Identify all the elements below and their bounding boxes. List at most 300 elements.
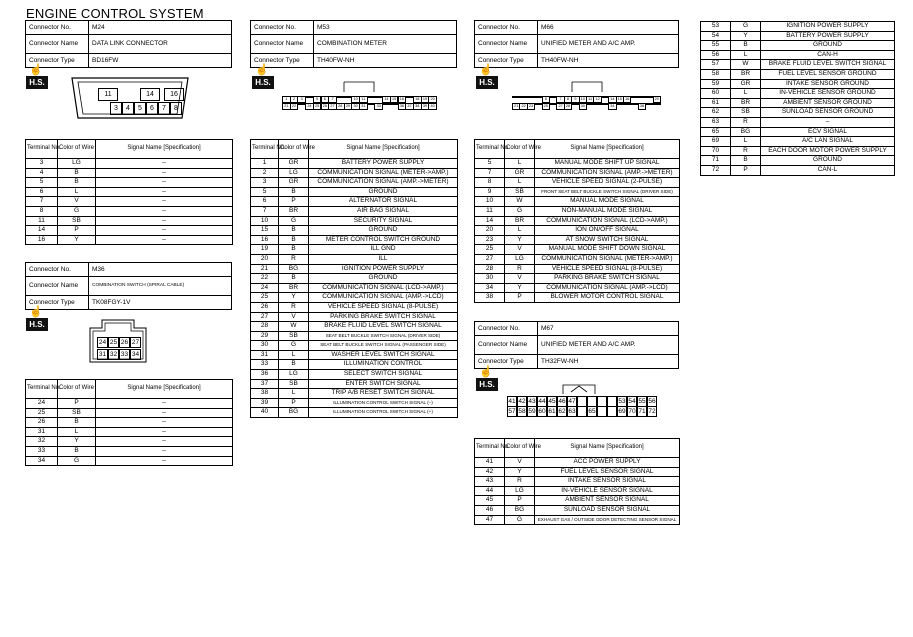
wire-color-cell: P	[505, 293, 535, 303]
wire-color-cell: SB	[58, 216, 96, 226]
wire-color-cell: L	[731, 89, 761, 99]
table-row	[26, 456, 233, 466]
connector-pin: 59	[528, 408, 536, 415]
signal-name-cell: SECURITY SIGNAL	[309, 216, 458, 226]
terminal-no-cell: 30	[475, 274, 505, 284]
header-terminal-no: Terminal No.	[251, 140, 279, 159]
terminal-no-cell: 57	[701, 60, 731, 70]
wire-color-cell: Y	[505, 283, 535, 293]
label-connector-no: Connector No.	[475, 21, 538, 35]
table-row	[475, 254, 680, 264]
wire-color-cell: LG	[505, 486, 535, 496]
signal-name-cell: IN-VEHICLE SENSOR SIGNAL	[535, 486, 680, 496]
terminal-no-cell: 41	[475, 458, 505, 468]
connector-no: M67	[538, 322, 679, 336]
connector-pin: 56	[648, 398, 656, 405]
terminal-no-cell: 32	[26, 437, 58, 447]
connector-pin: 47	[568, 398, 576, 405]
connector-pin: 65	[588, 408, 596, 415]
connector-name: COMBINATION SWITCH (SPIRAL CABLE)	[89, 277, 232, 296]
connector-pin: 8	[170, 102, 182, 115]
wire-color-cell: R	[505, 264, 535, 274]
signal-name-cell: AT SNOW SWITCH SIGNAL	[535, 235, 680, 245]
signal-name-cell: INTAKE SENSOR GROUND	[761, 79, 895, 89]
terminal-table-m53	[250, 139, 458, 418]
wire-color-cell: BG	[731, 127, 761, 137]
signal-name-cell: EXHAUST GAS / OUTSIDE ODOR DETECTING SENSOR SIGNAL	[535, 515, 680, 525]
signal-name-cell: SUNLOAD SENSOR SIGNAL	[535, 505, 680, 515]
signal-name-cell: GROUND	[761, 41, 895, 51]
terminal-no-cell: 16	[251, 235, 279, 245]
terminal-no-cell: 63	[701, 117, 731, 127]
signal-name-cell: IGNITION POWER SUPPLY	[761, 22, 895, 32]
signal-name-cell: –	[96, 456, 233, 466]
connector-pin: 6	[146, 102, 158, 115]
signal-name-cell: –	[96, 178, 233, 188]
label-connector-name: Connector Name	[26, 277, 89, 296]
signal-name-cell: ILLUMINATION CONTROL SWITCH SIGNAL (+)	[309, 408, 458, 418]
table-row	[475, 206, 680, 216]
table-row	[251, 216, 458, 226]
terminal-no-cell: 70	[701, 146, 731, 156]
connector-pin: 12	[593, 96, 601, 103]
connector-type: TH40FW-NH	[538, 54, 679, 68]
signal-name-cell: GROUND	[309, 226, 458, 236]
terminal-no-cell: 62	[701, 108, 731, 118]
table-row	[251, 293, 458, 303]
table-row	[475, 274, 680, 284]
signal-name-cell: NON-MANUAL MODE SIGNAL	[535, 206, 680, 216]
connector-pin: 54	[628, 398, 636, 405]
wire-color-cell: L	[505, 159, 535, 169]
signal-name-cell: BATTERY POWER SUPPLY	[309, 159, 458, 169]
connector-pin: 71	[638, 408, 646, 415]
wire-color-cell: SB	[731, 108, 761, 118]
connector-info-m36	[25, 262, 232, 310]
terminal-no-cell: 45	[475, 496, 505, 506]
wire-color-cell: Y	[505, 467, 535, 477]
terminal-no-cell: 60	[701, 89, 731, 99]
connector-pin: 22	[290, 103, 299, 110]
connector-pin: 24	[98, 339, 107, 346]
table-row	[475, 159, 680, 169]
signal-name-cell: –	[96, 216, 233, 226]
terminal-no-cell: 19	[251, 245, 279, 255]
table-row	[251, 168, 458, 178]
connector-name: COMBINATION METER	[314, 35, 457, 54]
table-row	[251, 245, 458, 255]
connector-pin: 33	[120, 351, 129, 358]
terminal-no-cell: 69	[701, 137, 731, 147]
terminal-no-cell: 38	[251, 389, 279, 399]
signal-name-cell: EACH DOOR MOTOR POWER SUPPLY	[761, 146, 895, 156]
signal-name-cell: COMMUNICATION SIGNAL (LCD->AMP.)	[535, 216, 680, 226]
header-wire-color: Color of Wire	[58, 140, 96, 159]
wire-color-cell: B	[279, 235, 309, 245]
connector-pin: 16	[164, 88, 184, 101]
terminal-no-cell: 21	[251, 264, 279, 274]
signal-name-cell: ECV SIGNAL	[761, 127, 895, 137]
connector-pin: 42	[518, 398, 526, 405]
header-wire-color: Color of Wire	[505, 140, 535, 159]
wire-color-cell: R	[279, 254, 309, 264]
connector-pin: 9	[571, 96, 579, 103]
terminal-no-cell: 5	[475, 159, 505, 169]
terminal-no-cell: 7	[26, 197, 58, 207]
terminal-no-cell: 1	[251, 159, 279, 169]
wire-color-cell: LG	[505, 254, 535, 264]
hs-icon: ☝ H.S.	[252, 66, 274, 90]
terminal-no-cell: 46	[475, 505, 505, 515]
signal-name-cell: AMBIENT SENSOR GROUND	[761, 98, 895, 108]
terminal-no-cell: 39	[251, 398, 279, 408]
table-row	[26, 235, 233, 245]
terminal-no-cell: 23	[475, 235, 505, 245]
signal-name-cell: ACC POWER SUPPLY	[535, 458, 680, 468]
wire-color-cell: B	[58, 446, 96, 456]
connector-pin	[653, 103, 661, 105]
connector-type: TK08FGY-1V	[89, 296, 232, 310]
wire-color-cell: B	[279, 187, 309, 197]
signal-name-cell: CAN-L	[761, 165, 895, 175]
table-row	[26, 408, 233, 418]
connector-pin: 34	[131, 351, 140, 358]
connector-pin: 14	[608, 96, 616, 103]
connector-pin: 7	[556, 96, 564, 103]
terminal-no-cell: 15	[251, 226, 279, 236]
table-row	[701, 127, 895, 137]
header-terminal-no: Terminal No.	[26, 380, 58, 399]
terminal-no-cell: 8	[26, 206, 58, 216]
signal-name-cell: ILL GND	[309, 245, 458, 255]
connector-pin: 30	[579, 103, 587, 110]
connector-pin: 14	[140, 88, 160, 101]
terminal-no-cell: 3	[251, 178, 279, 188]
label-connector-type: Connector Type	[26, 54, 89, 68]
table-row	[251, 360, 458, 370]
signal-name-cell: FUEL LEVEL SENSOR SIGNAL	[535, 467, 680, 477]
terminal-no-cell: 25	[475, 245, 505, 255]
wire-color-cell: L	[505, 226, 535, 236]
signal-name-cell: SEAT BELT BUCKLE SWITCH SIGNAL (DRIVER SIDE)	[309, 331, 458, 341]
connector-pin: 5	[313, 96, 322, 103]
signal-name-cell: –	[96, 159, 233, 169]
wire-color-cell: P	[58, 399, 96, 409]
connector-no: M24	[89, 21, 232, 35]
table-row	[701, 31, 895, 41]
connector-name: UNIFIED METER AND A/C AMP.	[538, 336, 679, 355]
connector-pin: 6	[321, 96, 330, 103]
table-row	[475, 496, 680, 506]
terminal-table-m67-continued	[700, 21, 895, 176]
wire-color-cell: R	[279, 302, 309, 312]
connector-pin: 10	[351, 96, 360, 103]
signal-name-cell: ALTERNATOR SIGNAL	[309, 197, 458, 207]
signal-name-cell: AMBIENT SENSOR SIGNAL	[535, 496, 680, 506]
wire-color-cell: W	[505, 197, 535, 207]
wire-color-cell: L	[58, 187, 96, 197]
signal-name-cell: –	[761, 117, 895, 127]
signal-name-cell: COMMUNICATION SIGNAL (METER->AMP.)	[309, 168, 458, 178]
terminal-no-cell: 59	[701, 79, 731, 89]
table-row	[701, 146, 895, 156]
signal-name-cell: TRIP A/B RESET SWITCH SIGNAL	[309, 389, 458, 399]
connector-pin: 39	[421, 103, 430, 110]
label-connector-name: Connector Name	[475, 35, 538, 54]
wire-color-cell: L	[731, 137, 761, 147]
signal-name-cell: SELECT SWITCH SIGNAL	[309, 370, 458, 380]
signal-name-cell: COMMUNICATION SIGNAL (AMP.->LCD)	[309, 293, 458, 303]
table-row	[701, 41, 895, 51]
connector-pin: 19	[421, 96, 430, 103]
signal-name-cell: INTAKE SENSOR SIGNAL	[535, 477, 680, 487]
signal-name-cell: VEHICLE SPEED SIGNAL (8-PULSE)	[309, 302, 458, 312]
hs-icon: ☝ H.S.	[476, 368, 498, 392]
connector-pin: 14	[382, 96, 391, 103]
signal-name-cell: –	[96, 187, 233, 197]
wire-color-cell: SB	[279, 379, 309, 389]
wire-color-cell: LG	[58, 159, 96, 169]
terminal-no-cell: 9	[475, 187, 505, 197]
wire-color-cell: BR	[731, 69, 761, 79]
header-terminal-no: Terminal No.	[475, 140, 505, 159]
wire-color-cell: Y	[279, 293, 309, 303]
connector-pin: 24	[305, 103, 314, 110]
connector-pin: 26	[120, 339, 129, 346]
signal-name-cell: ILLUMINATION CONTROL SWITCH SIGNAL (–)	[309, 398, 458, 408]
header-terminal-no: Terminal No.	[475, 439, 505, 458]
wire-color-cell: G	[731, 22, 761, 32]
table-row	[251, 235, 458, 245]
header-signal-name: Signal Name [Specification]	[535, 140, 680, 159]
header-signal-name: Signal Name [Specification]	[535, 439, 680, 458]
terminal-no-cell: 3	[26, 159, 58, 169]
connector-pin: 7	[328, 96, 337, 103]
terminal-no-cell: 25	[251, 293, 279, 303]
connector-pin: 16	[623, 96, 631, 103]
connector-info-m53	[250, 20, 457, 68]
connector-pin: 33	[374, 103, 383, 110]
table-row	[26, 187, 233, 197]
connector-name: UNIFIED METER AND A/C AMP.	[538, 35, 679, 54]
label-connector-no: Connector No.	[26, 263, 89, 277]
wire-color-cell: BR	[279, 206, 309, 216]
signal-name-cell: –	[96, 446, 233, 456]
wire-color-cell: B	[279, 245, 309, 255]
table-row	[251, 283, 458, 293]
connector-pin: 20	[428, 96, 437, 103]
signal-name-cell: IN-VEHICLE SENSOR GROUND	[761, 89, 895, 99]
connector-pin: 38	[413, 103, 422, 110]
table-row	[475, 486, 680, 496]
wire-color-cell: SB	[505, 187, 535, 197]
signal-name-cell: IGNITION POWER SUPPLY	[309, 264, 458, 274]
terminal-no-cell: 2	[251, 168, 279, 178]
signal-name-cell: AIR BAG SIGNAL	[309, 206, 458, 216]
wire-color-cell: LG	[279, 370, 309, 380]
signal-name-cell: ILLUMINATION CONTROL	[309, 360, 458, 370]
terminal-no-cell: 10	[251, 216, 279, 226]
signal-name-cell: MANUAL MODE SHIFT DOWN SIGNAL	[535, 245, 680, 255]
connector-pin: 46	[558, 398, 566, 405]
terminal-no-cell: 31	[251, 350, 279, 360]
wire-color-cell: V	[505, 245, 535, 255]
wire-color-cell: Y	[731, 31, 761, 41]
table-row	[701, 108, 895, 118]
connector-pin: 30	[351, 103, 360, 110]
wire-color-cell: BR	[505, 216, 535, 226]
connector-pin: 20	[653, 96, 661, 103]
connector-type: BD16FW	[89, 54, 232, 68]
signal-name-cell: –	[96, 427, 233, 437]
terminal-no-cell: 7	[475, 168, 505, 178]
signal-name-cell: COMMUNICATION SIGNAL (AMP.->METER)	[309, 178, 458, 188]
wire-color-cell: V	[58, 197, 96, 207]
table-row	[251, 254, 458, 264]
table-row	[475, 505, 680, 515]
table-row	[251, 226, 458, 236]
terminal-no-cell: 20	[475, 226, 505, 236]
wire-color-cell: G	[505, 206, 535, 216]
terminal-no-cell: 27	[251, 312, 279, 322]
table-row	[475, 245, 680, 255]
connector-pin: 40	[428, 103, 437, 110]
connector-pin: 1	[282, 96, 291, 103]
connector-no: M66	[538, 21, 679, 35]
label-connector-name: Connector Name	[26, 35, 89, 54]
wire-color-cell: G	[58, 456, 96, 466]
header-signal-name: Signal Name [Specification]	[309, 140, 458, 159]
table-row	[26, 206, 233, 216]
header-signal-name: Signal Name [Specification]	[96, 140, 233, 159]
table-row	[701, 165, 895, 175]
label-connector-no: Connector No.	[26, 21, 89, 35]
wire-color-cell: L	[731, 50, 761, 60]
connector-pin: 58	[518, 408, 526, 415]
hs-icon: ☝ H.S.	[26, 66, 48, 90]
terminal-no-cell: 5	[251, 187, 279, 197]
signal-name-cell: VEHICLE SPEED SIGNAL (8-PULSE)	[535, 264, 680, 274]
connector-pin: 37	[405, 103, 414, 110]
label-connector-name: Connector Name	[475, 336, 538, 355]
table-row	[251, 331, 458, 341]
terminal-no-cell: 71	[701, 156, 731, 166]
wire-color-cell: Y	[58, 437, 96, 447]
terminal-no-cell: 27	[475, 254, 505, 264]
terminal-no-cell: 38	[475, 293, 505, 303]
terminal-no-cell: 14	[475, 216, 505, 226]
wire-color-cell: P	[731, 165, 761, 175]
wire-color-cell: P	[505, 496, 535, 506]
table-row	[701, 22, 895, 32]
wire-color-cell: G	[279, 341, 309, 351]
table-row	[26, 418, 233, 428]
table-row	[475, 283, 680, 293]
table-row	[475, 515, 680, 525]
wire-color-cell: B	[279, 226, 309, 236]
table-row	[475, 458, 680, 468]
connector-pin: 7	[158, 102, 170, 115]
connector-pin: 2	[290, 96, 299, 103]
signal-name-cell: COMMUNICATION SIGNAL (METER->AMP.)	[535, 254, 680, 264]
wire-color-cell: P	[279, 197, 309, 207]
table-row	[475, 293, 680, 303]
terminal-no-cell: 40	[251, 408, 279, 418]
connector-pin: 31	[98, 351, 107, 358]
wire-color-cell: G	[279, 216, 309, 226]
signal-name-cell: COMMUNICATION SIGNAL (AMP.->METER)	[535, 168, 680, 178]
connector-info-m24	[25, 20, 232, 68]
signal-name-cell: ILL	[309, 254, 458, 264]
table-row	[701, 79, 895, 89]
terminal-no-cell: 44	[475, 486, 505, 496]
signal-name-cell: –	[96, 206, 233, 216]
terminal-no-cell: 28	[475, 264, 505, 274]
terminal-no-cell: 25	[26, 408, 58, 418]
signal-name-cell: COMMUNICATION SIGNAL (AMP.->LCD)	[535, 283, 680, 293]
signal-name-cell: ENTER SWITCH SIGNAL	[309, 379, 458, 389]
connector-pin: 28	[564, 103, 572, 110]
terminal-no-cell: 6	[26, 187, 58, 197]
wire-color-cell: B	[731, 156, 761, 166]
terminal-no-cell: 22	[251, 274, 279, 284]
connector-pin: 41	[508, 398, 516, 405]
connector-pin: 28	[336, 103, 345, 110]
terminal-no-cell: 42	[475, 467, 505, 477]
connector-type: TH40FW-NH	[314, 54, 457, 68]
terminal-no-cell: 26	[251, 302, 279, 312]
table-row	[251, 379, 458, 389]
connector-pin: 10	[579, 96, 587, 103]
signal-name-cell: SUNLOAD SENSOR GROUND	[761, 108, 895, 118]
wire-color-cell: SB	[58, 408, 96, 418]
connector-pin: 55	[638, 398, 646, 405]
terminal-no-cell: 4	[26, 168, 58, 178]
connector-pin: 27	[328, 103, 337, 110]
terminal-no-cell: 34	[26, 456, 58, 466]
table-row	[475, 264, 680, 274]
table-row	[251, 322, 458, 332]
table-row	[251, 178, 458, 188]
table-row	[251, 274, 458, 284]
wire-color-cell: P	[279, 398, 309, 408]
table-row	[251, 350, 458, 360]
connector-pin: 57	[508, 408, 516, 415]
table-row	[251, 408, 458, 418]
wire-color-cell: B	[58, 168, 96, 178]
terminal-no-cell: 61	[701, 98, 731, 108]
terminal-no-cell: 43	[475, 477, 505, 487]
connector-pin: 63	[568, 408, 576, 415]
table-row	[701, 89, 895, 99]
table-row	[701, 98, 895, 108]
signal-name-cell: –	[96, 437, 233, 447]
wire-color-cell: V	[505, 274, 535, 284]
connector-pin: 70	[628, 408, 636, 415]
terminal-no-cell: 10	[475, 197, 505, 207]
wire-color-cell: SB	[279, 331, 309, 341]
table-row	[26, 399, 233, 409]
connector-pin: 3	[297, 96, 306, 103]
table-row	[251, 206, 458, 216]
table-row	[475, 235, 680, 245]
signal-name-cell: BRAKE FLUID LEVEL SWITCH SIGNAL	[309, 322, 458, 332]
connector-pin: 34	[608, 103, 616, 110]
connector-name: DATA LINK CONNECTOR	[89, 35, 232, 54]
connector-pin: 61	[548, 408, 556, 415]
terminal-no-cell: 30	[251, 341, 279, 351]
connector-pin: 22	[519, 103, 527, 110]
